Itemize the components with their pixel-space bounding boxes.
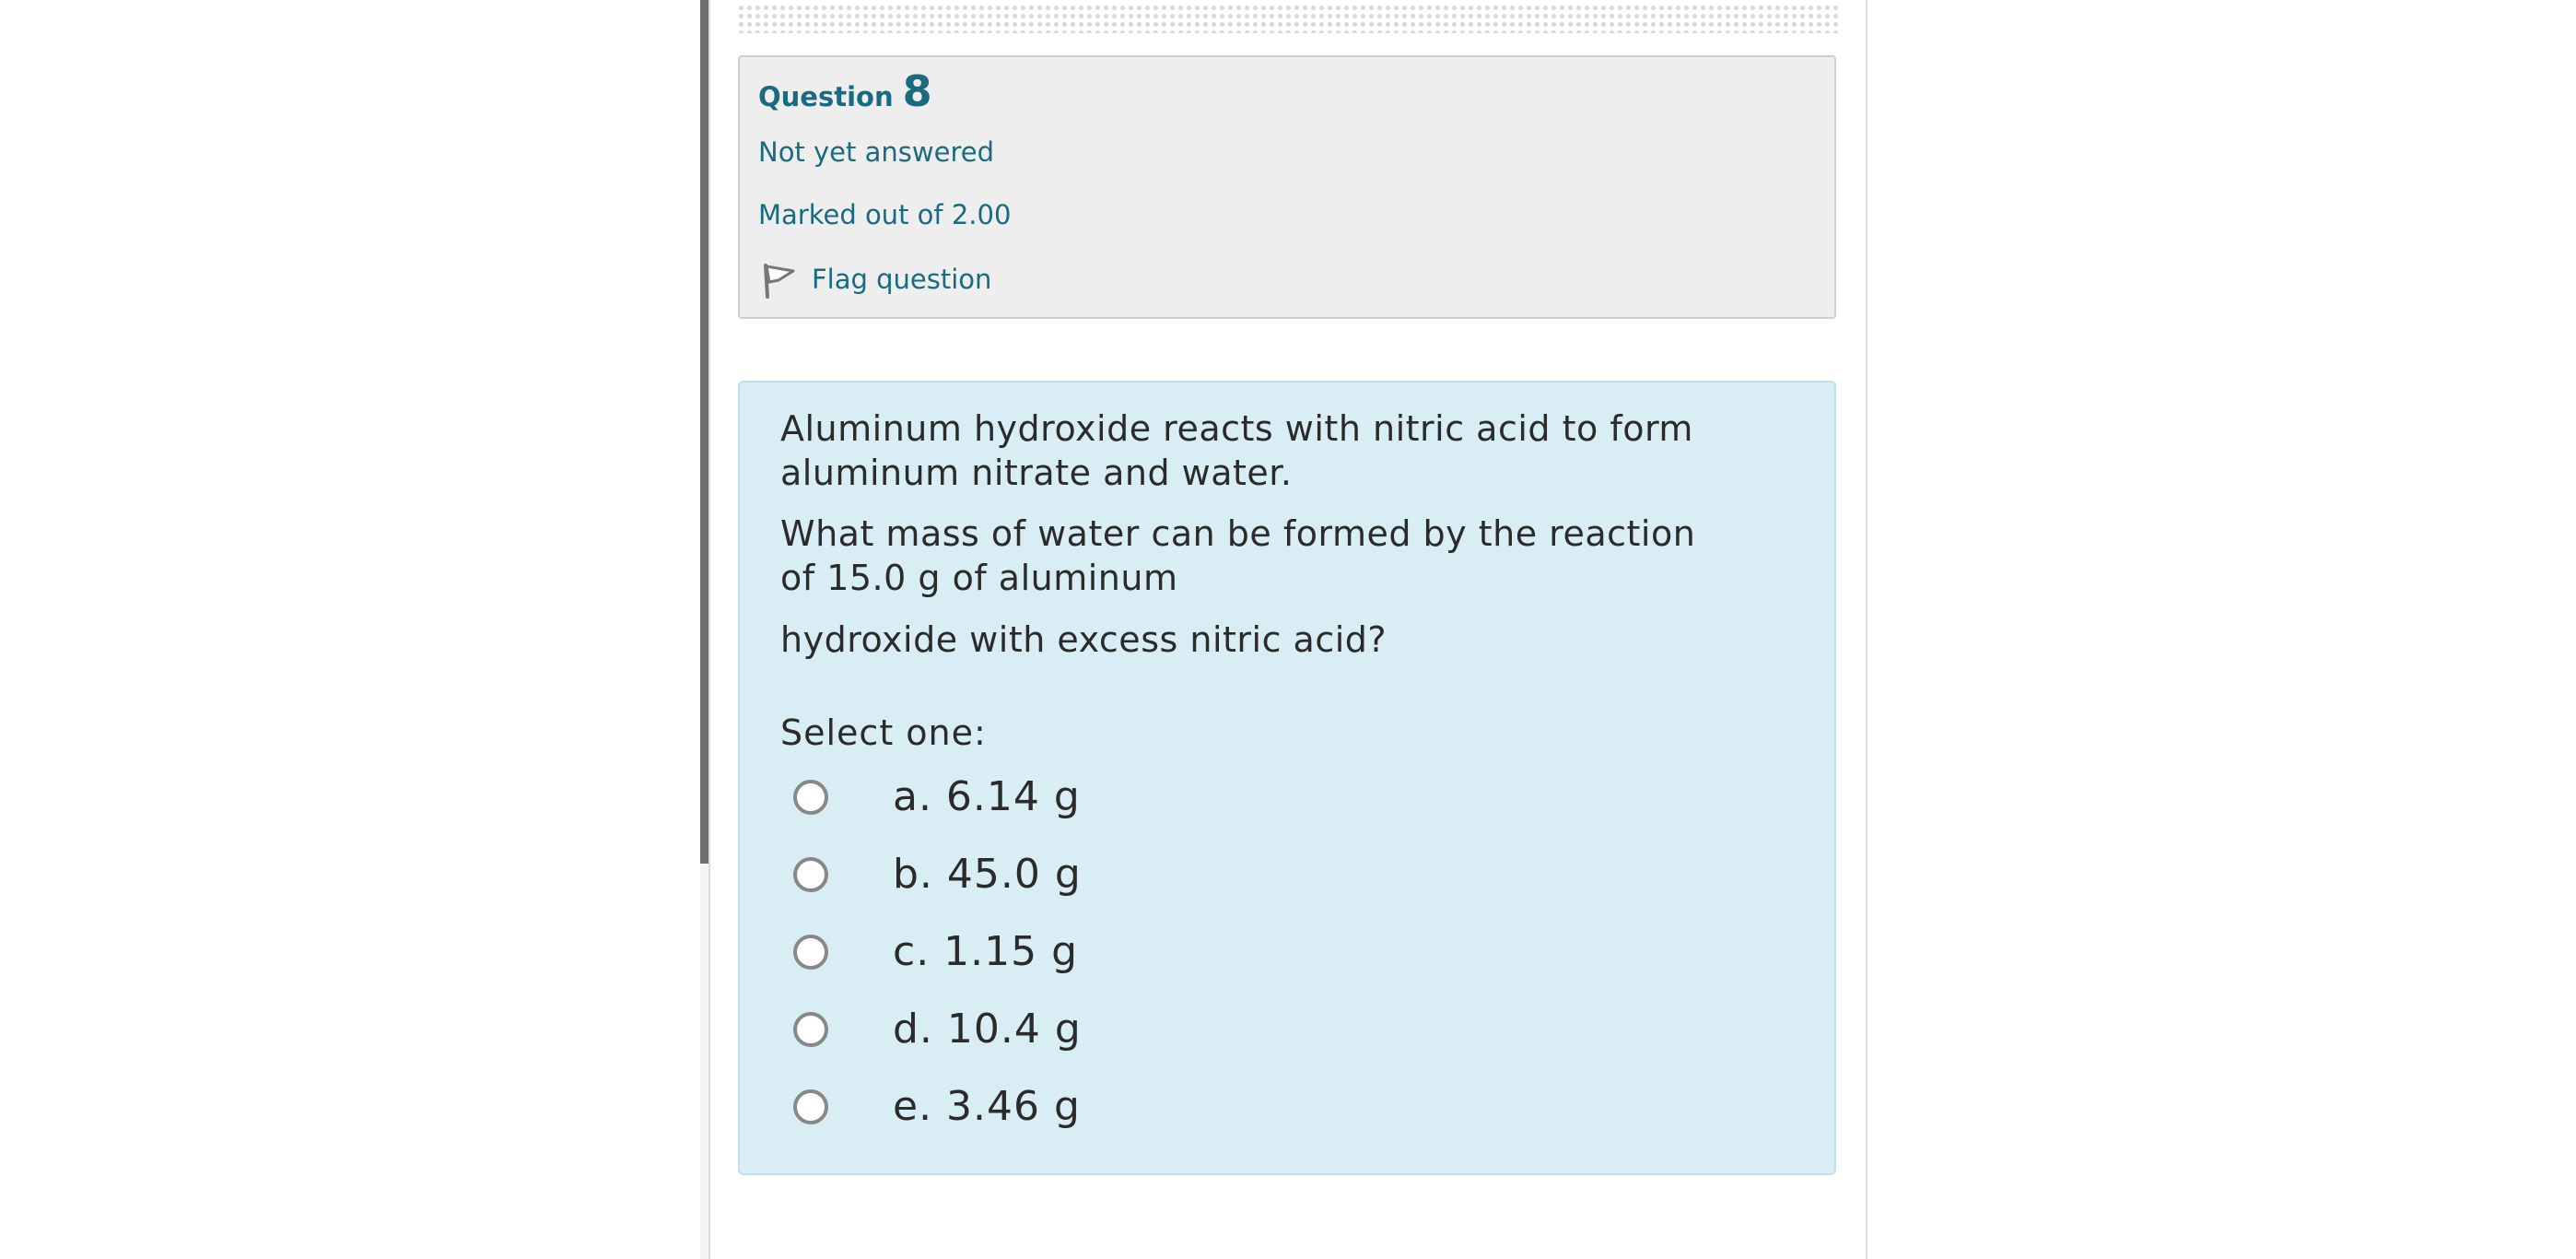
- question-marks: Marked out of 2.00: [758, 199, 1012, 230]
- question-info-panel: [738, 55, 1836, 319]
- radio-button[interactable]: [793, 935, 828, 970]
- question-title: [758, 66, 932, 116]
- radio-button[interactable]: [793, 1089, 828, 1124]
- flag-icon: [760, 260, 799, 299]
- content-right-border: [1866, 0, 1868, 1259]
- answer-option-a[interactable]: [793, 773, 1081, 820]
- question-text-paragraph-3: hydroxide with excess nitric acid?: [780, 619, 1388, 660]
- content-left-border: [708, 0, 710, 1259]
- radio-button[interactable]: [793, 857, 828, 892]
- flag-question-label: Flag question: [812, 264, 992, 295]
- answer-label[interactable]: c. 1.15 g: [893, 928, 1079, 975]
- answer-label[interactable]: d. 10.4 g: [893, 1006, 1082, 1053]
- question-number: 8: [902, 66, 932, 116]
- select-one-prompt: Select one:: [780, 712, 987, 753]
- dotted-separator: [737, 4, 1839, 33]
- question-content-panel: [738, 381, 1836, 1175]
- answer-option-b[interactable]: [793, 851, 1082, 898]
- answer-option-c[interactable]: [793, 928, 1078, 975]
- answer-option-d[interactable]: [793, 1006, 1082, 1053]
- question-label: Question: [758, 81, 894, 112]
- answer-label[interactable]: b. 45.0 g: [893, 851, 1082, 898]
- flag-question-button[interactable]: [760, 260, 991, 299]
- question-text-paragraph-2: What mass of water can be formed by the reaction of 15.0 g of aluminum: [780, 513, 1696, 598]
- answer-label[interactable]: a. 6.14 g: [893, 773, 1081, 820]
- answer-label[interactable]: e. 3.46 g: [893, 1083, 1081, 1130]
- radio-button[interactable]: [793, 780, 828, 815]
- radio-button[interactable]: [793, 1012, 828, 1047]
- question-status: Not yet answered: [758, 136, 994, 168]
- question-text-paragraph-1: Aluminum hydroxide reacts with nitric acid to form aluminum nitrate and water.: [780, 408, 1693, 493]
- answer-option-e[interactable]: [793, 1083, 1081, 1130]
